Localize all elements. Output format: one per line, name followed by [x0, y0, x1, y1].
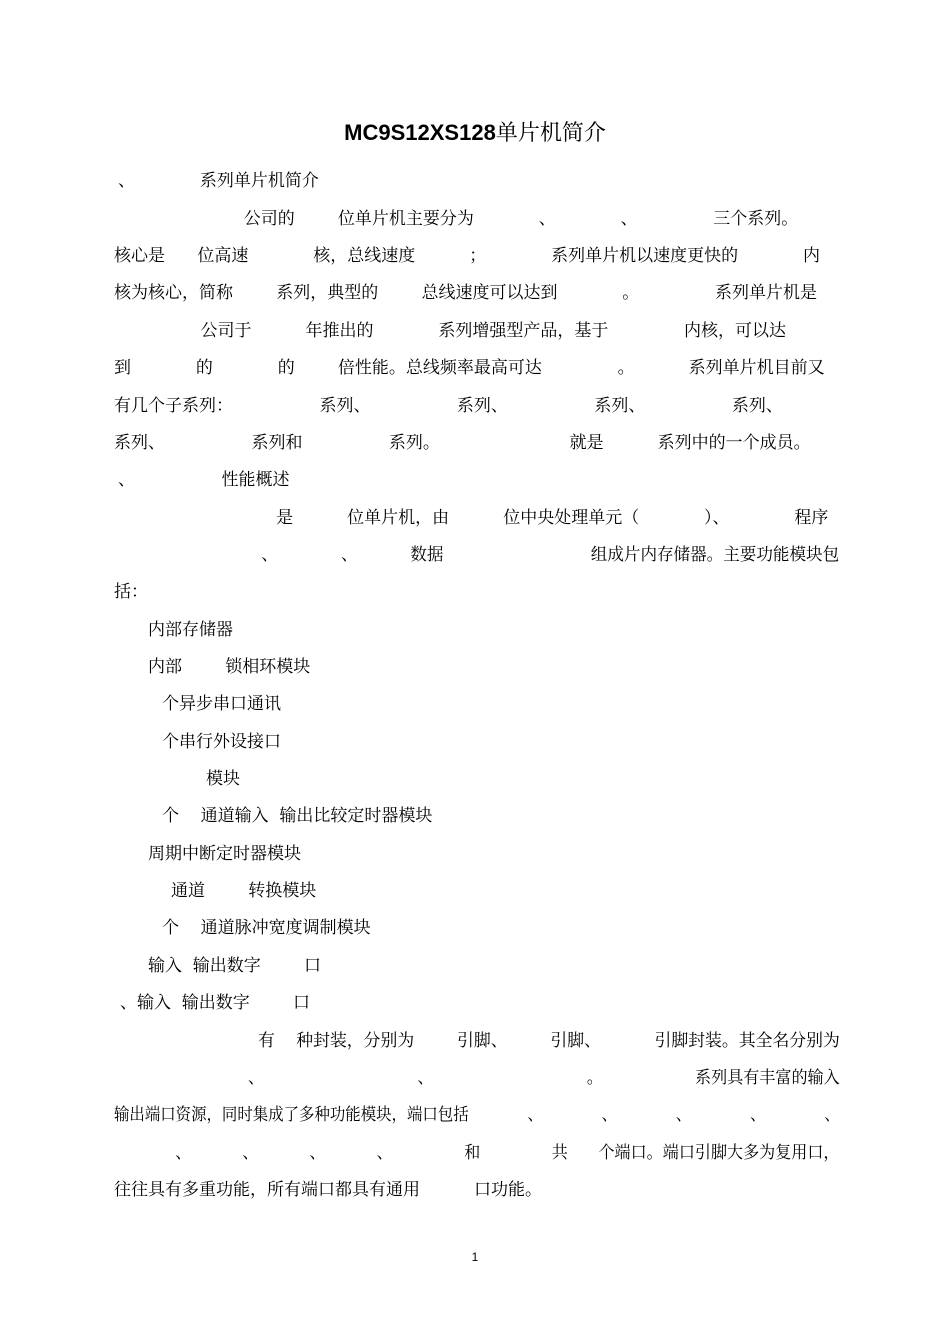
paragraph-line: 公司的 位单片机主要分为 、 、 三个系列。: [114, 209, 799, 229]
title-cjk: 单片机简介: [495, 121, 606, 146]
paragraph-line: 、 、 、 、 和 共 个端口。端口引脚大多为复用口，: [114, 1143, 840, 1163]
paragraph-line: 往往具有多重功能，所有端口都具有通用 口功能。: [114, 1180, 543, 1200]
list-item: 输入 输出数字 口: [148, 956, 322, 976]
paragraph-line: 括：: [114, 582, 148, 602]
paragraph-line: 公司于 年推出的 系列增强型产品，基于 内核，可以达: [114, 321, 786, 341]
list-item: 通道 转换模块: [171, 881, 317, 901]
list-item: 周期中断定时器模块: [148, 844, 301, 864]
list-item: 模块: [206, 769, 240, 789]
list-item: 个串行外设接口: [162, 732, 281, 752]
paragraph-line: 、 、 数据 组成片内存储器。主要功能模块包: [114, 545, 840, 565]
paragraph-line: 有几个子系列： 系列、 系列、 系列、 系列、: [114, 396, 783, 416]
list-item: 个 通道输入 输出比较定时器模块: [162, 806, 433, 826]
list-item: 内部 锁相环模块: [148, 657, 311, 677]
section-heading-2: 、 性能概述: [118, 470, 290, 490]
paragraph-line: 核心是 位高速 核，总线速度 ； 系列单片机以速度更快的 内: [114, 246, 820, 266]
list-item: 、输入 输出数字 口: [120, 993, 311, 1013]
paragraph-line: 有 种封装，分别为 引脚、 引脚、 引脚封装。其全名分别为: [258, 1031, 840, 1051]
list-item: 个异步串口通讯: [162, 694, 281, 714]
title-latin: MC9S12XS128: [344, 120, 496, 145]
section-heading-1: 、 系列单片机简介: [118, 171, 319, 191]
document-title: [0, 116, 950, 147]
paragraph-line: 系列、 系列和 系列。 就是 系列中的一个成员。: [114, 433, 811, 453]
paragraph-line: 到 的 的 倍性能。总线频率最高可达 。 系列单片机目前又: [114, 358, 825, 378]
page-number: 1: [471, 1250, 479, 1264]
list-item: 内部存储器: [148, 620, 233, 640]
paragraph-line: 输出端口资源，同时集成了多种功能模块，端口包括 、 、 、 、 、: [114, 1105, 840, 1125]
paragraph-line: 、 、 。 系列具有丰富的输入: [248, 1068, 840, 1088]
list-item: 个 通道脉冲宽度调制模块: [162, 918, 371, 938]
paragraph-line: 核为核心，简称 系列，典型的 总线速度可以达到 。 系列单片机是: [114, 283, 817, 303]
paragraph-line: 是 位单片机，由 位中央处理单元（ ）、 程序: [114, 508, 829, 528]
